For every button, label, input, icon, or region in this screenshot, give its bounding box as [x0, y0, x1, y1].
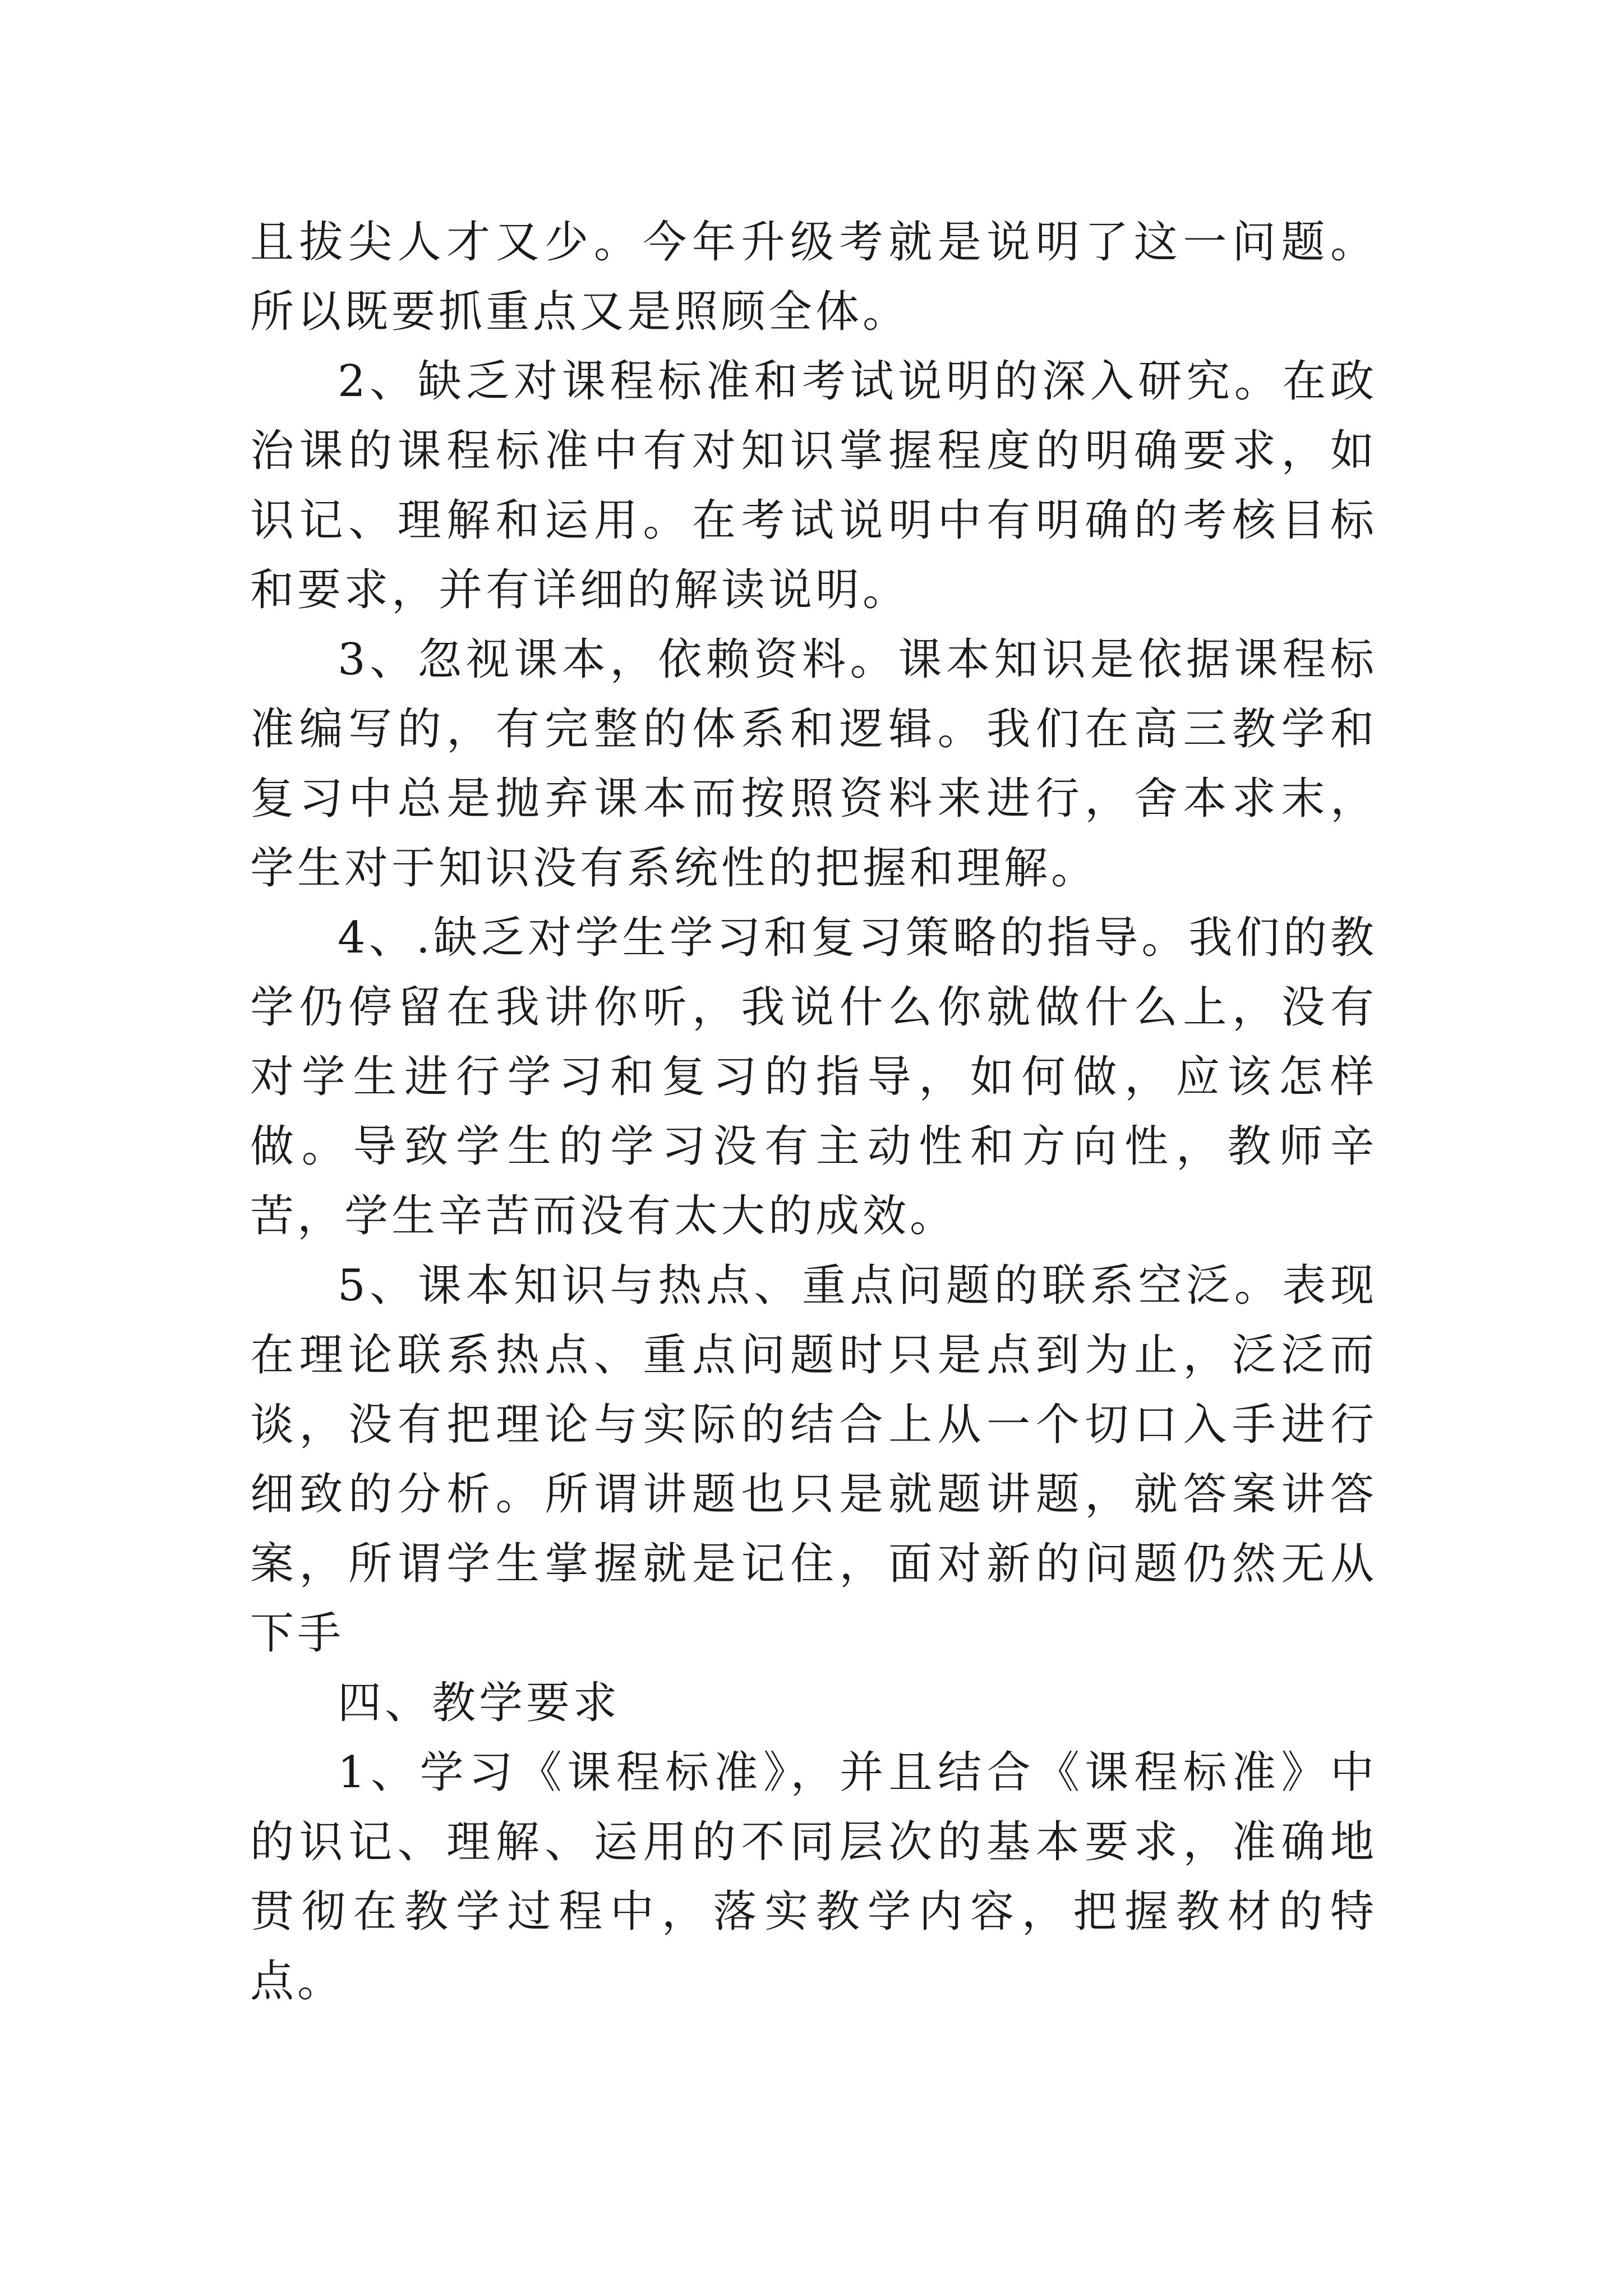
document-body — [250, 208, 1377, 2016]
paragraph-1: 且拔尖人才又少。今年升级考就是说明了这一问题。所以既要抓重点又是照顾全体。 — [250, 217, 1377, 337]
paragraph-5: 5、课本知识与热点、重点问题的联系空泛。表现在理论联系热点、重点问题时只是点到为止，泛泛而谈，没有把理论与实际的结合上从一个切口入手进行细致的分析。所谓讲题也只是就题讲题，就答案讲答案，所谓学生掌握就是记住，面对新的问题仍然无从下手 — [250, 1260, 1377, 1659]
paragraph-2: 2、缺乏对课程标准和考试说明的深入研究。在政治课的课程标准中有对知识掌握程度的明确要求，如识记、理解和运用。在考试说明中有明确的考核目标和要求，并有详细的解读说明。 — [250, 356, 1377, 615]
paragraph-3: 3、忽视课本，依赖资料。课本知识是依据课程标准编写的，有完整的体系和逻辑。我们在高三教学和复习中总是抛弃课本而按照资料来进行，舍本求末，学生对于知识没有系统性的把握和理解。 — [250, 634, 1377, 894]
section-heading: 四、教学要求 — [338, 1678, 621, 1728]
paragraph-6: 1、学习《课程标准》，并且结合《课程标准》中的识记、理解、运用的不同层次的基本要求，准确地贯彻在教学过程中，落实教学内容，把握教材的特点。 — [250, 1747, 1377, 2007]
paragraph-4: 4、.缺乏对学生学习和复习策略的指导。我们的教学仍停留在我讲你听，我说什么你就做什么上，没有对学生进行学习和复习的指导，如何做，应该怎样做。导致学生的学习没有主动性和方向性，教师辛苦，学生辛苦而没有太大的成效。 — [250, 913, 1377, 1241]
